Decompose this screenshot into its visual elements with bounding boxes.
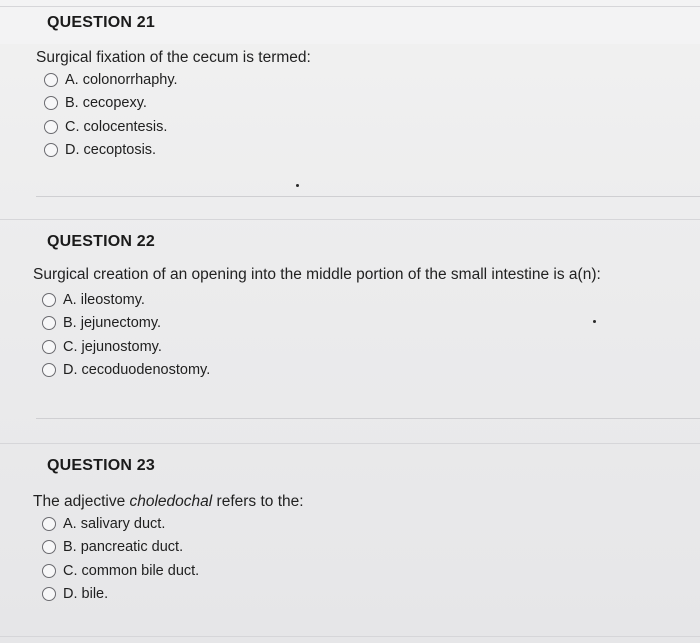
question-23-option-b[interactable]: B. pancreatic duct. [42,536,199,560]
question-21-option-b[interactable]: B. cecopexy. [44,92,178,116]
question-23-option-d[interactable]: D. bile. [42,583,199,607]
question-23-title: QUESTION 23 [47,457,156,474]
radio-button[interactable] [44,143,58,157]
stray-mark [593,320,596,323]
top-divider [0,6,700,7]
question-21-options [44,68,178,162]
question-23-top-divider [0,443,700,444]
prompt-emphasis: choledochal [129,493,213,510]
question-21-option-a[interactable]: A. colonorrhaphy. [44,68,178,92]
question-21-option-c[interactable]: C. colocentesis. [44,115,178,139]
question-22-option-a[interactable]: A. ileostomy. [42,288,210,312]
question-22-prompt: Surgical creation of an opening into the middle portion of the small intestine is a(n): [33,266,601,283]
radio-button[interactable] [42,363,56,377]
stray-mark [296,184,299,187]
radio-button[interactable] [42,564,56,578]
question-23-option-a[interactable]: A. salivary duct. [42,512,199,536]
radio-button[interactable] [42,293,56,307]
question-21-divider [36,196,700,197]
radio-button[interactable] [42,587,56,601]
question-22-divider [36,418,700,419]
radio-button[interactable] [42,316,56,330]
bottom-divider [0,636,700,637]
question-22-option-c[interactable]: C. jejunostomy. [42,335,210,359]
radio-button[interactable] [44,96,58,110]
question-21-option-d[interactable]: D. cecoptosis. [44,139,178,163]
radio-button[interactable] [44,73,58,87]
radio-button[interactable] [44,120,58,134]
question-23-option-c[interactable]: C. common bile duct. [42,559,199,583]
question-22-title: QUESTION 22 [47,233,156,250]
question-21-title: QUESTION 21 [47,14,156,31]
question-23-prompt: The adjective choledochal refers to the: [33,493,304,510]
question-22-top-divider [0,219,700,220]
question-21-prompt: Surgical fixation of the cecum is termed: [36,49,311,66]
question-22-option-d[interactable]: D. cecoduodenostomy. [42,359,210,383]
question-22-options [42,288,210,382]
radio-button[interactable] [42,517,56,531]
question-23-options [42,512,199,606]
radio-button[interactable] [42,540,56,554]
question-22-option-b[interactable]: B. jejunectomy. [42,312,210,336]
radio-button[interactable] [42,340,56,354]
